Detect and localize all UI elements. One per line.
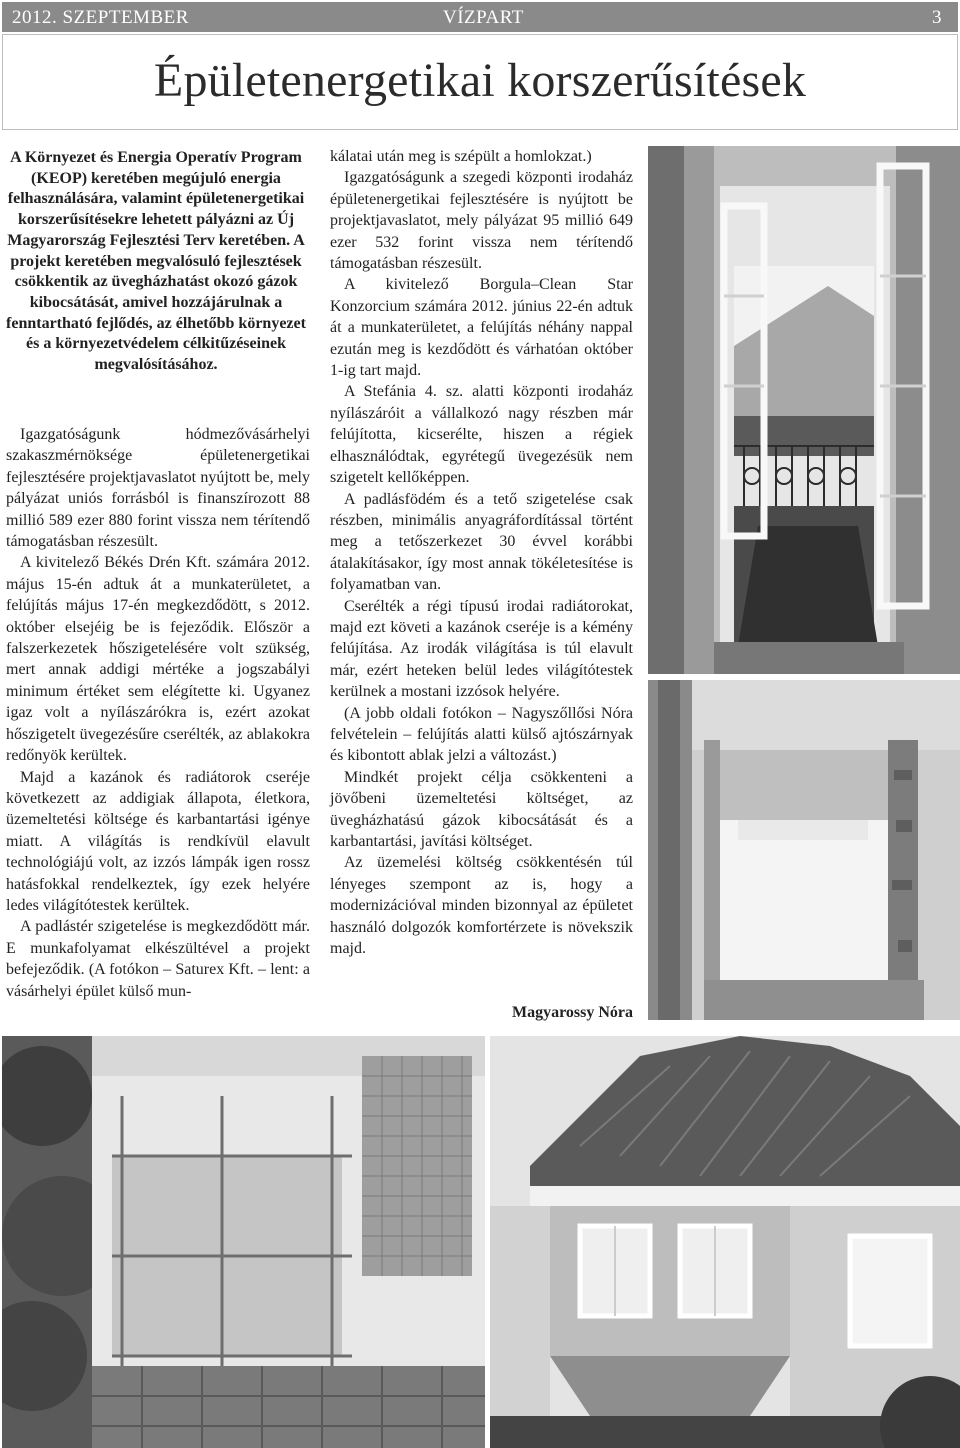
photo-renovated-house	[490, 1036, 960, 1448]
paragraph: A Stefánia 4. sz. alatti központi irodaház nyílászáróit a vállalkozó nagy részben már felújította, kicserélte, hiszen a régiek elhasználódtak, egyrétegű üvegezésük nem szigetelt kellőképpen.	[330, 383, 633, 487]
section-name: VÍZPART	[443, 7, 524, 28]
text-column-left	[6, 424, 310, 1002]
photo-scaffolded-building	[2, 1036, 485, 1448]
photo-balcony-door	[648, 146, 960, 674]
author-byline: Magyarossy Nóra	[511, 1004, 633, 1021]
paragraph: (A jobb oldali fotókon – Nagyszőllősi Nóra felvételein – felújítás alatti külső ajtószárnyak és kibontott ablak jelzi a változást.)	[330, 704, 633, 765]
paragraph: Igazgatóságunk hódmezővásárhelyi szakaszmérnöksége épületenergetikai fejlesztésére projektjavaslatot nyújtott be, mely pályázat uniós forrásból is finanszírozott 88 millió 589 ezer 880 forint vissza nem térítendő támogatásban részesült.	[6, 426, 310, 551]
paragraph: Mindkét projekt célja csökkenteni a jövőbeni üzemeltetési költséget, az üvegházhatású gázok kibocsátását és a karbantartási, javítási költséget.	[330, 768, 633, 850]
article-lead: A Környezet és Energia Operatív Program (KEOP) keretében megújuló energia felhasználására, valamint épületenergetikai korszerűsítésekre lehetett pályázni az Új Magyarország Fejlesztési Terv keretében. A projekt keretében megvalósuló fejlesztések csökkentik az üvegházhatást okozó gázok kibocsátását, amivel hozzájárulnak a fenntartható fejlődés, az élhetőbb környezet és a környezetvédelem célkitűzéseinek megvalósításához.	[6, 149, 306, 374]
paragraph: Majd a kazánok és radiátorok cseréje következett az addigiak állapota, életkora, üzemeltetési költsége és karbantartási igénye miatt. A világítás is rendkívül elavult technológiájú volt, az izzós lámpák igen rossz hatásfokkal rendelkeztek, így ezek helyére ledes világítótestek kerültek.	[6, 768, 310, 914]
paragraph-continuation: kálatai után meg is szépült a homlokzat.)	[330, 148, 592, 165]
text-column-middle	[330, 146, 633, 959]
paragraph: A kivitelező Borgula–Clean Star Konzorcium számára 2012. június 22-én adtuk át a munkaterületet, a felújítás néhány nappal ezután meg is kezdődött és várhatóan október 1-ig tart majd.	[330, 276, 633, 380]
title-box	[2, 34, 958, 130]
page-number: 3	[932, 7, 942, 28]
paragraph: A kivitelező Békés Drén Kft. számára 2012. május 15-én adtuk át a munkaterületet, a felújítás május 17-én megkezdődött, s 2012. október elsejéig be is fejeződik. Először a falszerkezetek hőszigetelésére volt szükség, mert annak addigi mértéke a jogszabályi minimum értéket sem elégítette ki. Ugyanez igaz volt a nyílászárókra is, ezért azokat hőszigetelt üvegezésűre cserélték, az ablakokra redőnyök kerültek.	[6, 554, 310, 765]
page-header	[2, 2, 958, 32]
article-title: Épületenergetikai korszerűsítések	[153, 54, 807, 107]
paragraph: Igazgatóságunk a szegedi központi irodaház épületenergetikai fejlesztésére is nyújtott be projektjavaslatot, mely pályázat 95 millió 649 ezer 532 forint vissza nem térítendő támogatásban részesült.	[330, 169, 633, 273]
paragraph: Cserélték a régi típusú irodai radiátorokat, majd ezt követi a kazánok cseréje is a kémény felújítása. Az irodák világítása is túl elavult már, ezért heteken belül ledes világítótestek kerülnek a mostani izzósok helyére.	[330, 597, 633, 701]
issue-date: 2012. SZEPTEMBER	[12, 7, 189, 28]
paragraph: Az üzemelési költség csökkentésén túl lényeges szempont az is, hogy a modernizációval minden bizonnyal az épületet használó dolgozók komfortérzete is növekszik majd.	[330, 854, 633, 958]
paragraph: A padlástér szigetelése is megkezdődött már. E munkafolyamat elkészültével a projekt befejeződik. (A fotókon – Saturex Kft. – lent: a vásárhelyi épület külső mun-	[6, 918, 310, 1000]
photo-opened-window	[648, 680, 960, 1020]
paragraph: A padlásfödém és a tető szigetelése csak részben, minimális anyagráfordítással történt meg a tetőszerkezet 30 évvel korábbi átalakításakor, így most annak tökéletesítése is folyamatban van.	[330, 490, 633, 594]
